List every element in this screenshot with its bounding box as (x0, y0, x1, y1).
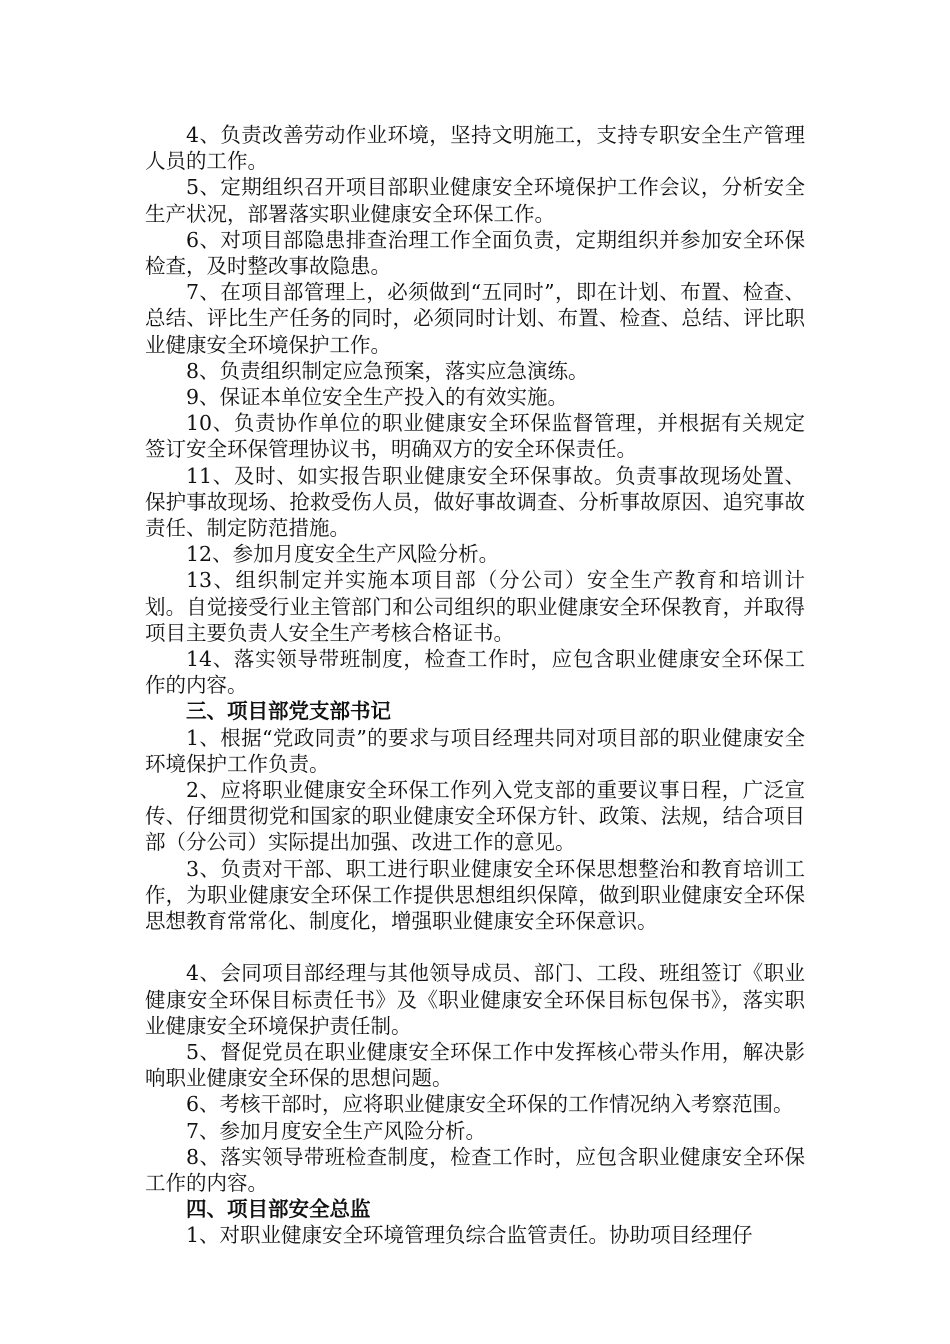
paragraph-11: 11、及时、如实报告职业健康安全环保事故。负责事故现场处置、保护事故现场、抢救受伤人员，做好事故调查、分析事故原因、追究事故责任、制定防范措施。 (145, 463, 805, 541)
paragraph-14: 14、落实领导带班制度，检查工作时，应包含职业健康安全环保工作的内容。 (145, 647, 805, 698)
paragraph-10: 10、负责协作单位的职业健康安全环保监督管理，并根据有关规定签订安全环保管理协议书，明确双方的安全环保责任。 (145, 411, 805, 462)
paragraph-9: 9、保证本单位安全生产投入的有效实施。 (186, 385, 569, 410)
document-page (145, 122, 805, 1249)
party-paragraph-8: 8、落实领导带班检查制度，检查工作时，应包含职业健康安全环保工作的内容。 (145, 1144, 805, 1195)
paragraph-12: 12、参加月度安全生产风险分析。 (186, 542, 500, 567)
safety-paragraph-1: 1、对职业健康安全环境管理负综合监管责任。协助项目经理仔 (186, 1223, 753, 1248)
party-paragraph-4: 4、会同项目部经理与其他领导成员、部门、工段、班组签订《职业健康安全环保目标责任书》及《职业健康安全环保目标包保书》，落实职业健康安全环境保护责任制。 (145, 961, 805, 1038)
blank-line (145, 934, 805, 960)
paragraph-13: 13、组织制定并实施本项目部（分公司）安全生产教育和培训计划。自觉接受行业主管部门和公司组织的职业健康安全环保教育，并取得项目主要负责人安全生产考核合格证书。 (145, 568, 805, 645)
section-heading-3: 三、项目部党支部书记 (186, 699, 391, 724)
paragraph-5: 5、定期组织召开项目部职业健康安全环境保护工作会议，分析安全生产状况，部署落实职业健康安全环保工作。 (145, 175, 805, 226)
paragraph-6: 6、对项目部隐患排查治理工作全面负责，定期组织并参加安全环保检查，及时整改事故隐患。 (145, 227, 805, 279)
party-paragraph-3: 3、负责对干部、职工进行职业健康安全环保思想整治和教育培训工作，为职业健康安全环保工作提供思想组织保障，做到职业健康安全环保思想教育常常化、制度化，增强职业健康安全环保意识。 (145, 856, 805, 934)
party-paragraph-2: 2、应将职业健康安全环保工作列入党支部的重要议事日程，广泛宣传、仔细贯彻党和国家的职业健康安全环保方针、政策、法规，结合项目部（分公司）实际提出加强、改进工作的意见。 (145, 778, 805, 855)
paragraph-7: 7、在项目部管理上，必须做到“五同时”，即在计划、布置、检查、总结、评比生产任务的同时，必须同时计划、布置、检查、总结、评比职业健康安全环境保护工作。 (145, 280, 805, 357)
party-paragraph-7: 7、参加月度安全生产风险分析。 (186, 1118, 487, 1143)
party-paragraph-6: 6、考核干部时，应将职业健康安全环保的工作情况纳入考察范围。 (186, 1092, 794, 1117)
section-heading-4: 四、项目部安全总监 (186, 1197, 371, 1222)
paragraph-8: 8、负责组织制定应急预案，落实应急演练。 (186, 358, 589, 383)
party-paragraph-5: 5、督促党员在职业健康安全环保工作中发挥核心带头作用，解决影响职业健康安全环保的思想问题。 (145, 1039, 805, 1091)
paragraph-4: 4、负责改善劳动作业环境，坚持文明施工，支持专职安全生产管理人员的工作。 (145, 123, 805, 174)
party-paragraph-1: 1、根据“党政同责”的要求与项目经理共同对项目部的职业健康安全环境保护工作负责。 (145, 725, 805, 776)
